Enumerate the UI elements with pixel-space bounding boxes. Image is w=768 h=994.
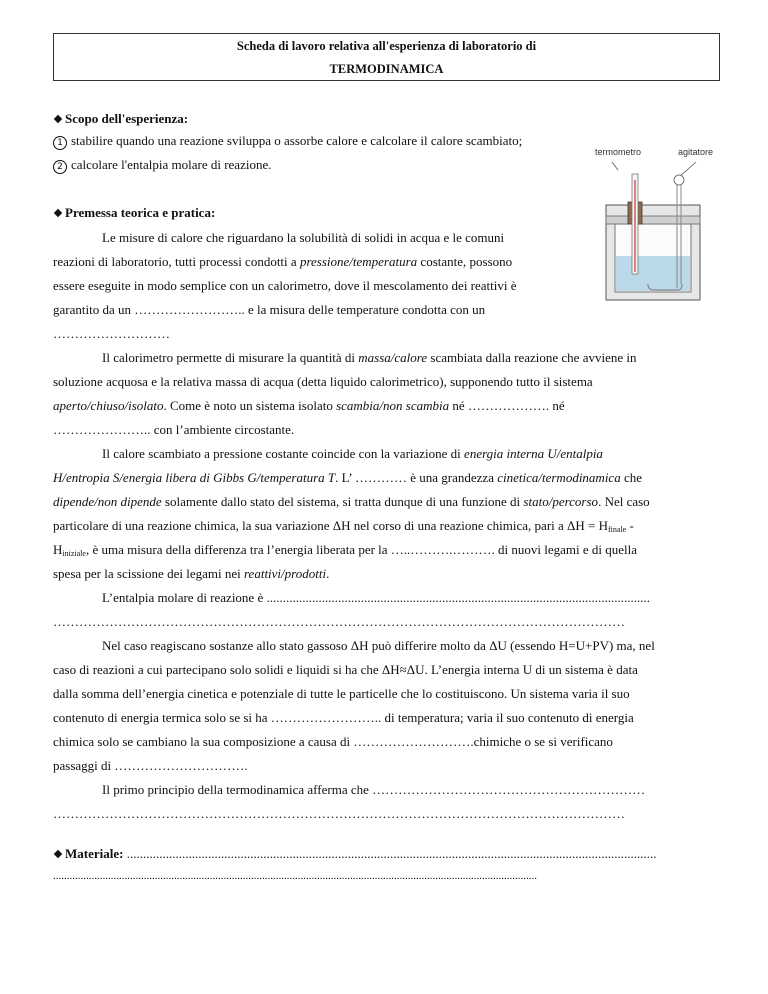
p5-line-4: contenuto di energia termica solo se si ha …………………….. di temperatura; varia il suo contenuto di energia (53, 710, 634, 725)
diamond-bullet-icon (54, 209, 62, 217)
materiale-dots-1: ................................................................................................................................................................... (126, 846, 657, 861)
p2-line-3: aperto/chiuso/isolato. Come è noto un sistema isolato scambia/non scambia né ………………. né (53, 398, 565, 413)
p1-line-4: garantito da un …………………….. e la misura delle temperature condotta con un (53, 302, 486, 317)
materiale-heading: Materiale: ................................................................................................................................................................... (53, 846, 656, 862)
p5-line-5: chimica solo se cambiano la sua composizione a causa di ……………………….chimiche o se si verificano (53, 734, 613, 749)
diamond-bullet-icon (54, 115, 62, 123)
p5-line-2: caso di reazioni a cui partecipano solo solidi e liquidi si ha che ΔH≈ΔU. L’energia interna U di un sistema è data (53, 662, 638, 677)
p1-line-5: ……………………… (53, 326, 170, 341)
scopo-item-1: 1 stabilire quando una reazione sviluppa o assorbe calore e calcolare il calore scambiato; (53, 133, 522, 150)
p3-line-5: $H_{iniziale}$, è uma misura della differenza tra l’energia liberata per la …..……….………. di nuovi legami e di quella (53, 542, 638, 558)
p1-line-3: essere eseguite in modo semplice con un calorimetro, dove il mescolamento dei reattivi è (53, 278, 517, 293)
scopo-heading: Scopo dell'esperienza: (53, 111, 188, 127)
p3-line-4: particolare di una reazione chimica, la sua variazione ΔH nel corso di una reazione chimica, pari a $\Delta H = H_{finale}$ - (53, 518, 634, 534)
circled-number-icon: 2 (53, 160, 67, 174)
p2-line-1: Il calorimetro permette di misurare la quantità di massa/calore scambiata dalla reazione che avviene in (102, 350, 637, 365)
calorimeter-drawing (578, 150, 726, 310)
title-box (53, 33, 720, 81)
title-line-1: Scheda di lavoro relativa all'esperienza di laboratorio di (236, 39, 537, 53)
p6-line-1: Il primo principio della termodinamica afferma che ……………………………………………………… (102, 782, 646, 797)
diamond-bullet-icon (54, 850, 62, 858)
p2-line-4: ………………….. con l’ambiente circostante. (53, 422, 295, 437)
circled-number-icon: 1 (53, 136, 67, 150)
scopo-item-2: 2 calcolare l'entalpia molare di reazione. (53, 157, 271, 174)
p4-line-2: …………………………………………………………………………………………………………………… (53, 614, 625, 629)
title-line-2: TERMODINAMICA (329, 62, 444, 76)
p3-line-6: spesa per la scissione dei legami nei reattivi/prodotti. (53, 566, 330, 581)
p5-line-6: passaggi di …………………………. (53, 758, 248, 773)
p5-line-1: Nel caso reagiscano sostanze allo stato gassoso ΔH può differire molto da ΔU (essendo H=U+PV) ma, nel (102, 638, 655, 653)
p5-line-3: dalla somma dell’energia cinetica e potenziale di tutte le particelle che lo costituiscono. Un sistema varia il suo (53, 686, 630, 701)
p3-line-1: Il calore scambiato a pressione costante coincide con la variazione di energia interna U/entalpia (102, 446, 603, 461)
premessa-heading: Premessa teorica e pratica: (53, 205, 215, 221)
p3-line-3: dipende/non dipende solamente dallo stato del sistema, si tratta dunque di una funzione di stato/percorso. Nel caso (53, 494, 650, 509)
figure-label-agitatore: agitatore (678, 147, 714, 157)
p3-line-2: H/entropia S/energia libera di Gibbs G/temperatura T. L’ ………… è una grandezza cinetica/termodinamica che (53, 470, 642, 485)
calorimeter-figure (578, 147, 726, 310)
p6-line-2: …………………………………………………………………………………………………………………… (53, 806, 625, 821)
p1-line-2: reazioni di laboratorio, tutti processi condotti a pressione/temperatura costante, possono (53, 254, 513, 269)
p2-line-2: soluzione acquosa e la relativa massa di acqua (detta liquido calorimetrico), supponendo tutto il sistema (53, 374, 593, 389)
p4-line-1: L’entalpia molare di reazione è ...................................................................................................................... (102, 590, 650, 605)
p1-line-1: Le misure di calore che riguardano la solubilità di solidi in acqua e le comuni (102, 230, 505, 245)
figure-label-termometro: termometro (595, 147, 642, 157)
materiale-dots-2: ................................................................................................................................................................................ (53, 870, 537, 882)
